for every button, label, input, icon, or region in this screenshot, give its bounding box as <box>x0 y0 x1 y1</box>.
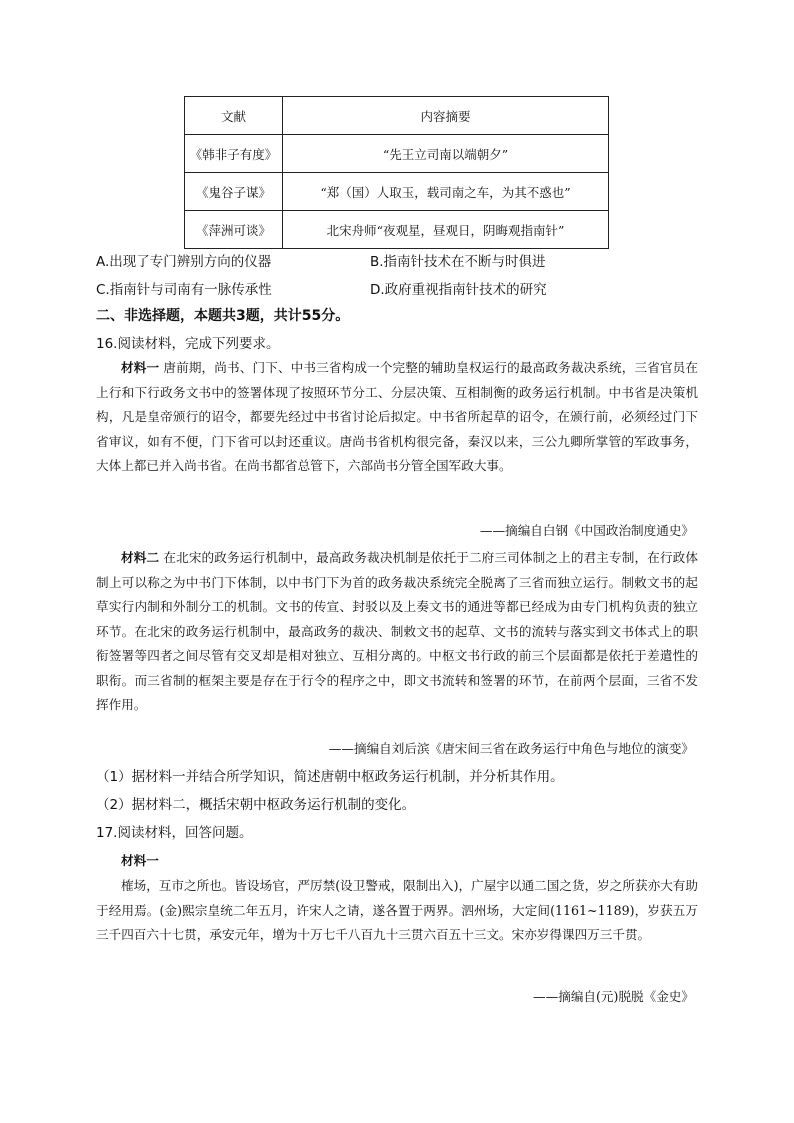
table-cell: 《萍洲可谈》 <box>185 211 283 249</box>
q16-sub-question-2: （2）据材料二，概括宋朝中枢政务运行机制的变化。 <box>96 797 416 813</box>
q16-material-1 <box>96 356 698 479</box>
q16-material-2-source: ——摘编自刘后滨《唐宋间三省在政务运行中角色与地位的演变》 <box>328 741 694 756</box>
table-row <box>185 173 609 211</box>
table-header-cell: 文献 <box>185 97 283 135</box>
table-header-cell: 内容摘要 <box>283 97 609 135</box>
table-cell: “先王立司南以端朝夕” <box>283 135 609 173</box>
material-label: 材料一 <box>121 360 160 375</box>
question-16-title: 16.阅读材料，完成下列要求。 <box>96 336 280 352</box>
option-b: B.指南针技术在不断与时俱进 <box>370 254 546 270</box>
table-row <box>185 211 609 249</box>
table-row <box>185 135 609 173</box>
reference-table <box>184 96 609 249</box>
q17-material-1-label: 材料一 <box>121 853 159 868</box>
question-17-title: 17.阅读材料，回答问题。 <box>96 825 253 841</box>
q16-material-2 <box>96 546 698 718</box>
table-cell: 《鬼谷子谋》 <box>185 173 283 211</box>
table-cell: 北宋舟师“夜观星，昼观日，阴晦观指南针” <box>283 211 609 249</box>
q17-material-1-source: ——摘编自(元)脱脱《金史》 <box>533 989 694 1004</box>
table-cell: “郑（国）人取玉，载司南之车，为其不惑也” <box>283 173 609 211</box>
q17-material-1-text: 榷场，互市之所也。皆设场官，严厉禁(设卫警戒，限制出入)，广屋宇以通二国之货，岁之所获亦大有助于经用焉。(金)熙宗皇统二年五月，许宋人之请，遂各置于两界。泗州场，大定间(1161~1189)，岁获五万三千四百六十七贯，承安元年，增为十万七千八百九十三贯六百五十三文。宋亦岁得课四万三千贯。 <box>96 878 698 942</box>
table-cell: 《韩非子有度》 <box>185 135 283 173</box>
q16-sub-question-1: （1）据材料一并结合所学知识，简述唐朝中枢政务运行机制，并分析其作用。 <box>96 769 564 785</box>
option-a: A.出现了专门辨别方向的仪器 <box>96 254 272 270</box>
material-text: 在北宋的政务运行机制中，最高政务裁决机制是依托于二府三司体制之上的君主专制，在行政体制上可以称之为中书门下体制，以中书门下为首的政务裁决系统完全脱离了三省而独立运行。制敕文书的起草实行内制和外制分工的机制。文书的传宣、封驳以及上奏文书的通进等都已经成为由专门机构负责的独立环节。在北宋的政务运行机制中，最高政务的裁决、制敕文书的起草、文书的流转与落实到文书体式上的职衔签署等四者之间尽管有交叉却是相对独立、互相分离的。中枢文书行政的前三个层面都是依托于差遣性的职衔。而三省制的框架主要是存在于行令的程序之中，即文书流转和签署的环节，在前两个层面，三省不发挥作用。 <box>96 550 699 712</box>
table-header-row <box>185 97 609 135</box>
option-d: D.政府重视指南针技术的研究 <box>370 282 547 298</box>
option-c: C.指南针与司南有一脉传承性 <box>96 282 272 298</box>
material-text: 唐前期，尚书、门下、中书三省构成一个完整的辅助皇权运行的最高政务裁决系统，三省官员在上行和下行政务文书中的签署体现了按照环节分工、分层决策、互相制衡的政务运行机制。中书省是决策机构，凡是皇帝颁行的诏令，都要先经过中书省讨论后拟定。中书省所起草的诏令，在颁行前，必须经过门下省审议，如有不便，门下省可以封还重议。唐尚书省机构很完备，秦汉以来，三公九卿所掌管的军政事务，大体上都已并入尚书省。在尚书都省总管下，六部尚书分管全国军政大事。 <box>96 360 699 473</box>
section-title: 二、非选择题，本题共3题，共计55分。 <box>96 308 350 324</box>
q16-material-1-source: ——摘编自白钢《中国政治制度通史》 <box>479 523 694 538</box>
material-label: 材料二 <box>121 550 160 565</box>
